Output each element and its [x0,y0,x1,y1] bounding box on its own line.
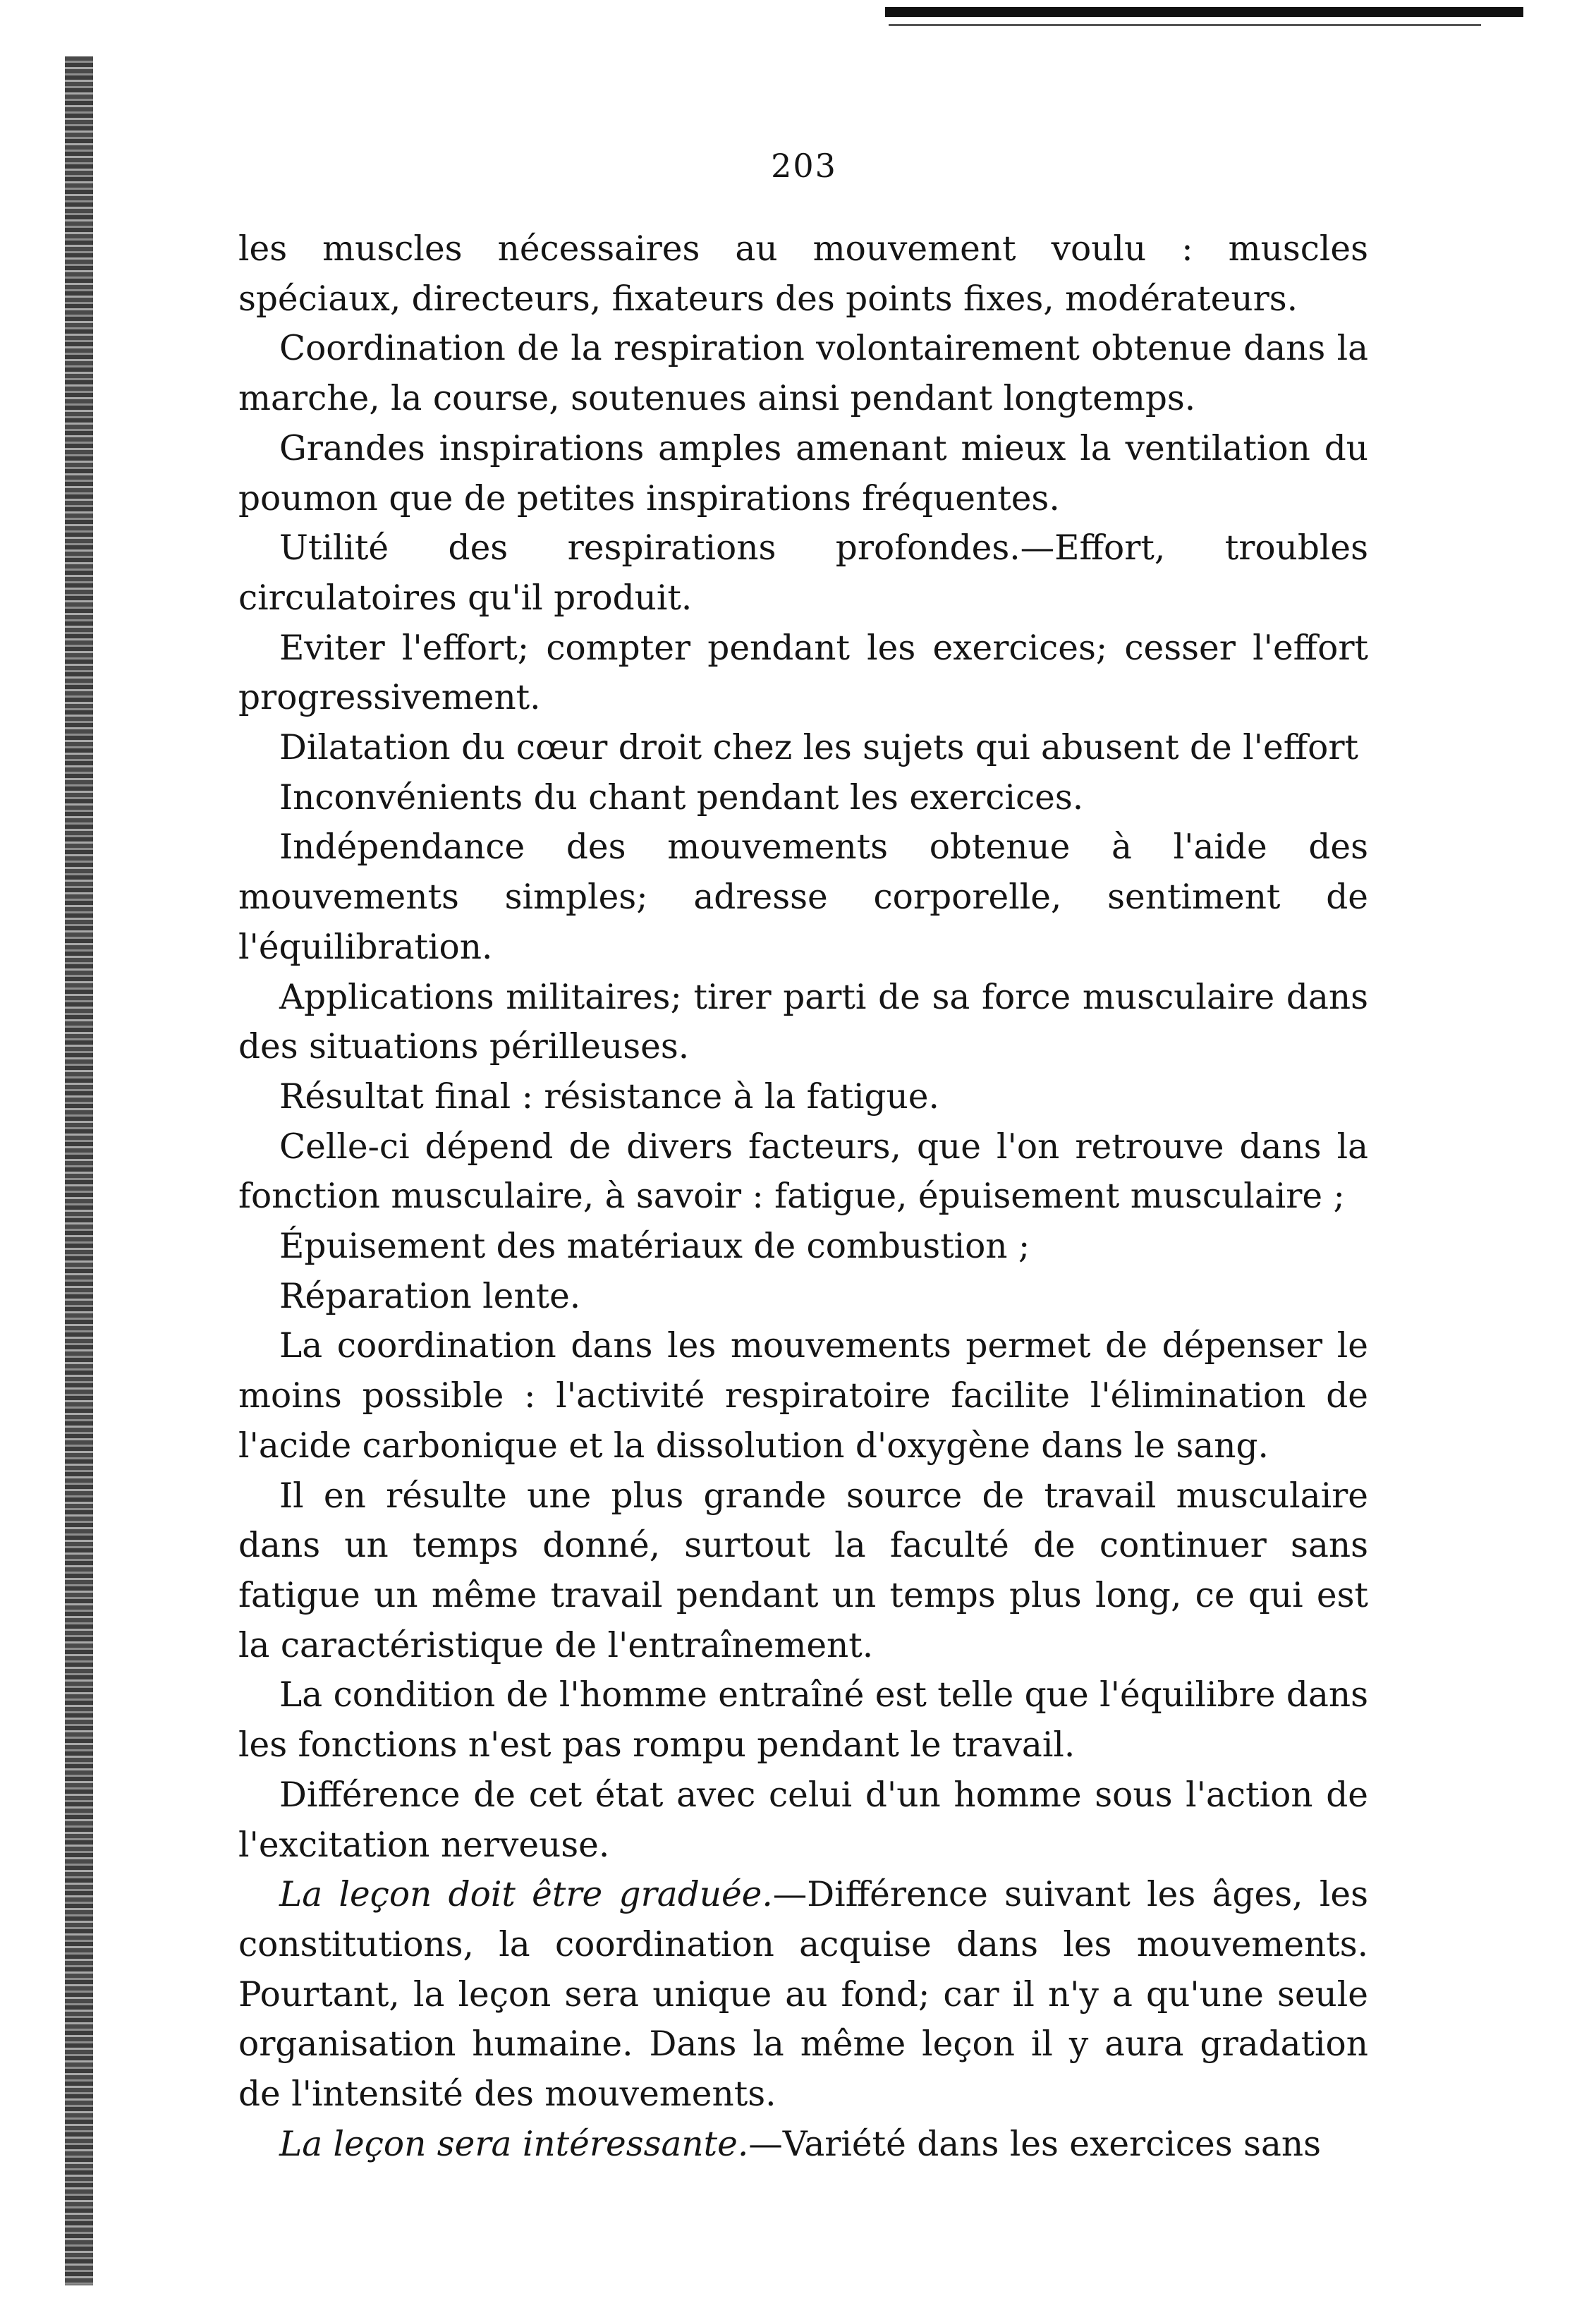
body-text [238,224,1368,2169]
paragraph: les muscles nécessaires au mouvement voulu : muscles spéciaux, directeurs, fixateurs des points fixes, modérateurs. [238,229,1368,319]
paragraph: La leçon doit être graduée.—Différence suivant les âges, les constitutions, la coordination acquise dans les mouvements. Pourtant, la leçon sera unique au fond; car il n'y a qu'une seule organisation humaine. Dans la même leçon il y aura gradation de l'intensité des mouvements. [238,1875,1368,2115]
paragraph: Différence de cet état avec celui d'un homme sous l'action de l'excitation nerveuse. [238,1775,1368,1865]
italic-lead: La leçon doit être graduée. [279,1875,773,1915]
page-number: 203 [771,147,837,185]
paragraph: Grandes inspirations amples amenant mieux la ventilation du poumon que de petites inspirations fréquentes. [238,428,1368,518]
paragraph: Il en résulte une plus grande source de travail musculaire dans un temps donné, surtout la faculté de continuer sans fatigue un même travail pendant un temps plus long, ce qui est la caractéristique de l'entraînement. [238,1476,1368,1665]
paragraph: Épuisement des matériaux de combustion ; [279,1227,1030,1267]
italic-lead: La leçon sera intéressante. [279,2124,749,2164]
paragraph: La leçon sera intéressante.—Variété dans les exercices sans [279,2124,1321,2164]
paragraph: Celle-ci dépend de divers facteurs, que l'on retrouve dans la fonction musculaire, à savoir : fatigue, épuisement musculaire ; [238,1126,1368,1217]
paragraph: La coordination dans les mouvements permet de dépenser le moins possible : l'activité respiratoire facilite l'élimination de l'acide carbonique et la dissolution d'oxygène dans le sang. [238,1326,1368,1466]
paragraph: Réparation lente. [279,1276,581,1316]
paragraph: Dilatation du cœur droit chez les sujets qui abusent de l'effort [279,728,1359,768]
paragraph: Indépendance des mouvements obtenue à l'aide des mouvements simples; adresse corporelle, sentiment de l'équilibration. [238,827,1368,967]
binding-edge [65,56,93,2285]
paragraph: La condition de l'homme entraîné est telle que l'équilibre dans les fonctions n'est pas rompu pendant le travail. [238,1675,1368,1766]
paragraph: Utilité des respirations profondes.—Effort, troubles circulatoires qu'il produit. [238,528,1368,618]
paragraph: Résultat final : résistance à la fatigue. [279,1076,939,1117]
paragraph: Coordination de la respiration volontairement obtenue dans la marche, la course, soutenues ainsi pendant longtemps. [238,329,1368,419]
paragraph: Inconvénients du chant pendant les exercices. [279,777,1084,818]
paragraph: Eviter l'effort; compter pendant les exercices; cesser l'effort progressivement. [238,628,1368,718]
top-rule [885,7,1523,17]
top-rule-thin [889,24,1481,26]
paragraph: Applications militaires; tirer parti de sa force musculaire dans des situations périlleuses. [238,977,1368,1067]
